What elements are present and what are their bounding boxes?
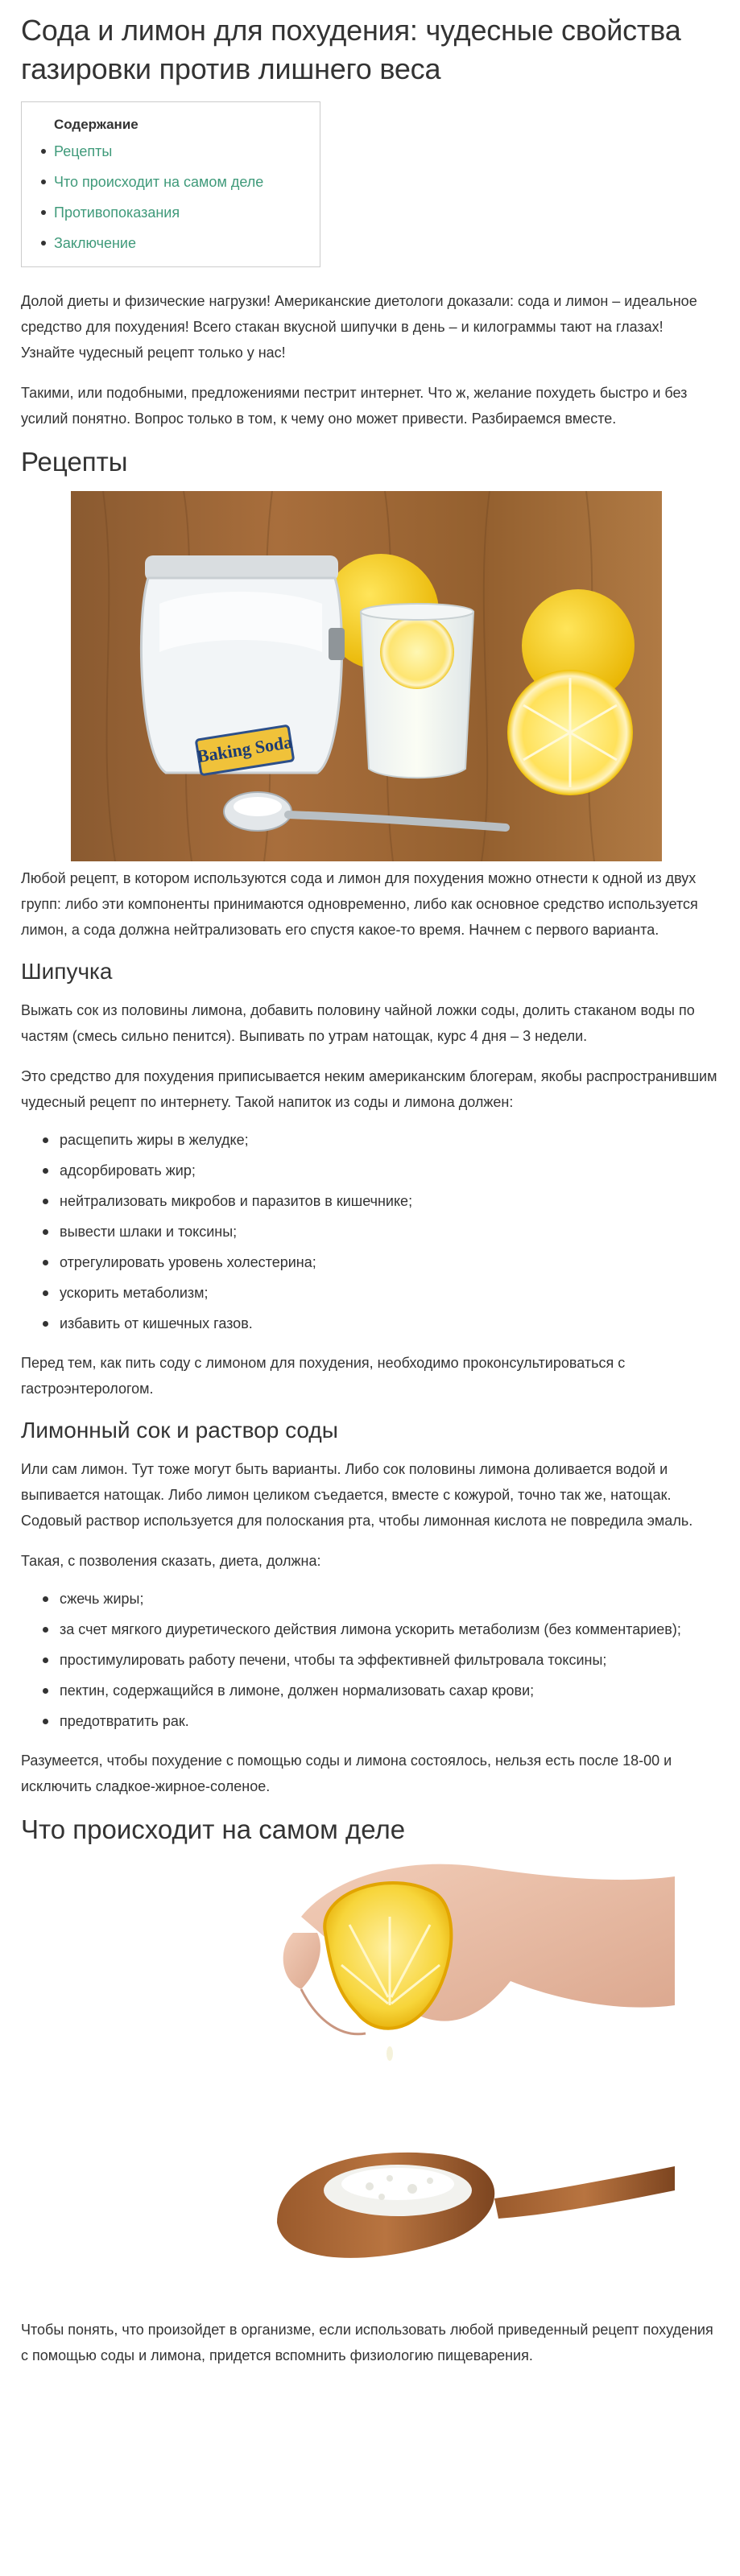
page-title: Сода и лимон для похудения: чудесные свойства газировки против лишнего веса [21, 14, 681, 85]
fizz-after-paragraph: Перед тем, как пить соду с лимоном для похудения, необходимо проконсультироваться с гастроэнтерологом. [21, 1355, 626, 1397]
list-item: простимулировать работу печени, чтобы та эффективней фильтровала токсины; [21, 1649, 719, 1670]
list-item: за счет мягкого диуретического действия лимона ускорить метаболизм (без комментариев); [21, 1619, 719, 1640]
toc-item [41, 167, 300, 197]
intro-paragraph: Такими, или подобными, предложениями пестрит интернет. Что ж, желание похудеть быстро и без усилий понятно. Вопрос только в том, к чему оно может привести. Разбираемся вместе. [21, 385, 688, 427]
list-item: ускорить метаболизм; [21, 1282, 719, 1303]
jar-label: Baking Soda [195, 731, 294, 767]
list-item: пектин, содержащийся в лимоне, должен нормализовать сахар крови; [21, 1680, 719, 1701]
toc-item [41, 228, 300, 258]
section-heading-recipes: Рецепты [21, 447, 128, 477]
toc-heading: Содержание [54, 117, 138, 132]
toc-link-recipes[interactable]: Рецепты [54, 143, 113, 159]
intro-paragraph: Долой диеты и физические нагрузки! Американские диетологи доказали: сода и лимон – идеальное средство для похудения! Всего стакан вкусной шипучки в день – и килограммы тают на глазах! Узнайте чудесный рецепт только у нас! [21, 293, 697, 361]
list-item: избавить от кишечных газов. [21, 1313, 719, 1334]
fizz-effects-list [21, 1129, 719, 1334]
toc-link-contraindications[interactable]: Противопоказания [54, 204, 180, 221]
toc-item [41, 197, 300, 228]
reality-paragraph: Чтобы понять, что произойдет в организме, если использовать любой приведенный рецепт похудения с помощью соды и лимона, придется вспомнить физиологию пищеварения. [21, 2322, 713, 2363]
lemon-squeeze-photo [269, 1860, 675, 2313]
lemon-effects-list [21, 1588, 719, 1732]
section-heading-lemon: Лимонный сок и раствор соды [21, 1418, 338, 1443]
section-heading-reality: Что происходит на самом деле [21, 1814, 406, 1844]
recipes-paragraph: Любой рецепт, в котором используются сода и лимон для похудения можно отнести к одной из двух групп: либо эти компоненты принимаются одновременно, либо как основное средство используется лимон, а сода должна нейтрализовать его спустя какое-то время. Начнем с первого варианта. [21, 870, 698, 938]
fizz-paragraph: Выжать сок из половины лимона, добавить половину чайной ложки соды, долить стаканом воды по частям (смесь сильно пенится). Выпивать по утрам натощак, курс 4 дня – 3 недели. [21, 1002, 695, 1044]
section-heading-fizz: Шипучка [21, 959, 113, 984]
fizz-paragraph: Это средство для похудения приписывается неким американским блогерам, якобы распространившим чудесный рецепт по интернету. Такой напиток из соды и лимона должен: [21, 1068, 717, 1110]
list-item: предотвратить рак. [21, 1711, 719, 1732]
list-item: адсорбировать жир; [21, 1160, 719, 1181]
list-item: сжечь жиры; [21, 1588, 719, 1609]
toc-item [41, 136, 300, 167]
list-item: расщепить жиры в желудке; [21, 1129, 719, 1150]
lemon-after-paragraph: Разумеется, чтобы похудение с помощью соды и лимона состоялось, нельзя есть после 18-00 и исключить сладкое-жирное-соленое. [21, 1752, 672, 1794]
toc-link-conclusion[interactable]: Заключение [54, 235, 136, 251]
list-item: нейтрализовать микробов и паразитов в кишечнике; [21, 1191, 719, 1212]
table-of-contents [21, 101, 320, 267]
baking-soda-lemon-photo [71, 491, 662, 861]
list-item: отрегулировать уровень холестерина; [21, 1252, 719, 1273]
toc-link-reality[interactable]: Что происходит на самом деле [54, 174, 264, 190]
toc-list [41, 136, 300, 258]
list-item: вывести шлаки и токсины; [21, 1221, 719, 1242]
lemon-paragraph: Такая, с позволения сказать, диета, должна: [21, 1553, 321, 1569]
lemon-paragraph: Или сам лимон. Тут тоже могут быть варианты. Либо сок половины лимона доливается водой и выпивается натощак. Либо лимон целиком съедается, вместе с кожурой, точно так же, натощак. Содовый раствор используется для полоскания рта, чтобы лимонная кислота не повредила эмаль. [21, 1461, 693, 1529]
